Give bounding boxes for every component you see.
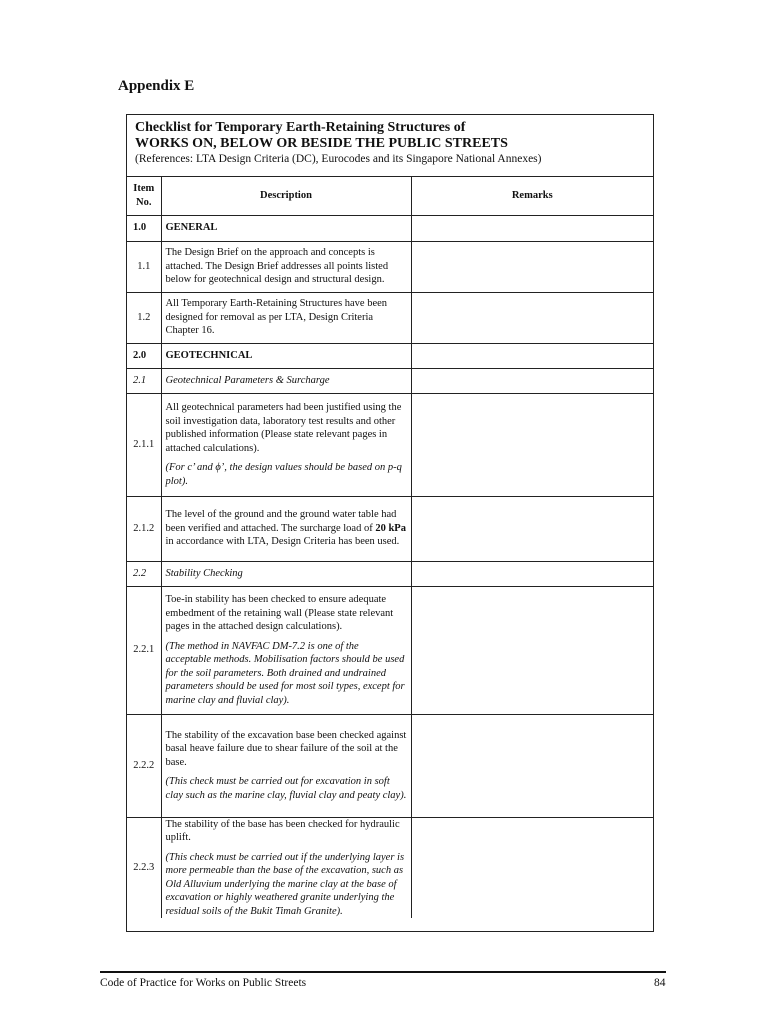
remarks-cell[interactable] <box>411 368 653 393</box>
appendix-title: Appendix E <box>118 78 195 94</box>
header-item: Item No. <box>127 177 161 215</box>
item-description <box>161 496 411 561</box>
remarks-cell[interactable] <box>411 343 653 368</box>
item-number: 2.1 <box>127 368 161 393</box>
table-row <box>127 817 653 918</box>
item-number: 2.2.1 <box>127 586 161 714</box>
item-description: The Design Brief on the approach and concepts is attached. The Design Brief addresses all points listed below for geotechnical design and structural design. <box>161 241 411 292</box>
table-row <box>127 586 653 714</box>
header-description: Description <box>161 177 411 215</box>
checklist-references: (References: LTA Design Criteria (DC), Eurocodes and its Singapore National Annexes) <box>135 153 542 165</box>
item-description <box>161 393 411 496</box>
checklist-header <box>127 115 653 177</box>
footer-divider <box>100 971 666 973</box>
item-number: 2.1.2 <box>127 496 161 561</box>
item-number: 1.2 <box>127 292 161 343</box>
checklist-box <box>126 114 654 932</box>
item-note: (This check must be carried out if the underlying layer is more permeable than the base of the excavation, such as Old Alluvium underlying the marine clay at the base of excavation or highly weathered granite underlying the residual soils of the Bukit Timah Granite). <box>165 851 405 917</box>
item-description <box>161 817 411 918</box>
table-row <box>127 292 653 343</box>
item-text: The stability of the excavation base been checked against basal heave failure due to shear failure of the soil at the base. <box>165 729 407 768</box>
item-number: 2.2 <box>127 561 161 586</box>
header-remarks: Remarks <box>411 177 653 215</box>
item-description: Geotechnical Parameters & Surcharge <box>161 368 411 393</box>
remarks-cell[interactable] <box>411 241 653 292</box>
checklist-subtitle: WORKS ON, BELOW OR BESIDE THE PUBLIC STREETS <box>135 136 508 151</box>
item-description <box>161 586 411 714</box>
item-number: 2.1.1 <box>127 393 161 496</box>
table-row <box>127 561 653 586</box>
item-text: The stability of the base has been checked for hydraulic uplift. <box>165 818 400 843</box>
item-description <box>161 714 411 817</box>
item-description: GENERAL <box>161 215 411 241</box>
item-text: The level of the ground and the ground water table had been verified and attached. The surcharge load of <box>165 509 397 534</box>
table-row <box>127 496 653 561</box>
remarks-cell[interactable] <box>411 496 653 561</box>
table-row <box>127 368 653 393</box>
item-text: All geotechnical parameters had been justified using the soil investigation data, laboratory test results and other published information (Please state relevant pages in attached calculations). <box>165 402 402 454</box>
item-number: 2.2.3 <box>127 817 161 918</box>
item-note: (The method in NAVFAC DM-7.2 is one of the acceptable methods. Mobilisation factors should be used for the soil parameters. Both drained and undrained parameters should be used for most soil types, except for marine clay and fluvial clay). <box>165 640 405 706</box>
item-number: 2.2.2 <box>127 714 161 817</box>
footer-title: Code of Practice for Works on Public Streets <box>100 977 307 989</box>
remarks-cell[interactable] <box>411 215 653 241</box>
remarks-cell[interactable] <box>411 817 653 918</box>
table-row <box>127 241 653 292</box>
item-text: in accordance with LTA, Design Criteria has been used. <box>165 536 400 548</box>
table-header-row <box>127 177 653 215</box>
checklist-title: Checklist for Temporary Earth-Retaining Structures of <box>135 120 466 135</box>
remarks-cell[interactable] <box>411 561 653 586</box>
surcharge-value: 20 kPa <box>375 522 406 534</box>
item-description: GEOTECHNICAL <box>161 343 411 368</box>
remarks-cell[interactable] <box>411 393 653 496</box>
remarks-cell[interactable] <box>411 292 653 343</box>
remarks-cell[interactable] <box>411 586 653 714</box>
item-description: All Temporary Earth-Retaining Structures have been designed for removal as per LTA, Design Criteria Chapter 16. <box>161 292 411 343</box>
item-number: 1.0 <box>127 215 161 241</box>
item-number: 2.0 <box>127 343 161 368</box>
item-text: Toe-in stability has been checked to ensure adequate embedment of the retaining wall (Please state relevant pages in the attached design calculations). <box>165 594 394 632</box>
table-row <box>127 215 653 241</box>
checklist-table <box>127 177 653 918</box>
table-row <box>127 714 653 817</box>
item-note: (This check must be carried out for excavation in soft clay such as the marine clay, fluvial clay and peaty clay). <box>165 776 407 801</box>
remarks-cell[interactable] <box>411 714 653 817</box>
page-number: 84 <box>654 977 666 989</box>
item-description: Stability Checking <box>161 561 411 586</box>
table-row <box>127 343 653 368</box>
item-note: (For c’ and ϕ’, the design values should be based on p-q plot). <box>165 462 402 487</box>
item-number: 1.1 <box>127 241 161 292</box>
table-row <box>127 393 653 496</box>
